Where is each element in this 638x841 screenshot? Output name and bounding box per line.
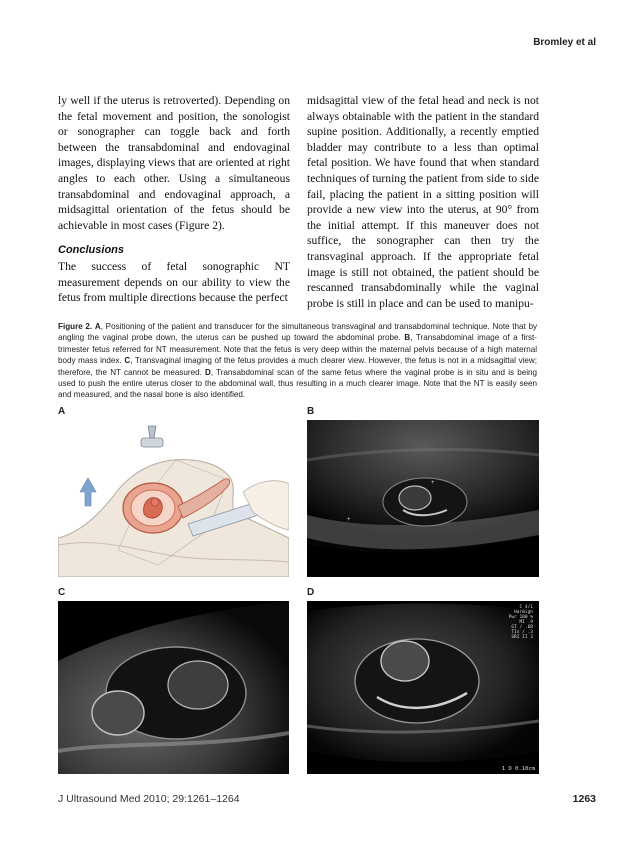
caption-b-text: , Transabdominal image of a first-trimester fetus referred for NT measurement. Note that the fetus is very deep within the maternal pelvis because of a high maternal body mass index. [58,333,537,366]
overlay-line-4: MI .9 [519,620,533,625]
overlay-line-7: SRI II 3 [511,635,533,640]
left-paragraph-2: The success of fetal sonographic NT measurement depends on our ability to view the fetus from multiple directions because the perfect [58,259,290,305]
footer-page-number: 1263 [572,793,596,805]
panel-a-illustration [58,420,289,577]
caption-figure-label: Figure 2. [58,322,93,331]
overlay-line-6: TIs / .3 [511,630,533,635]
right-column [307,93,539,311]
right-paragraph: midsagittal view of the fetal head and neck is not always obtainable with the patient in the standard supine position. Additionally, a recently emptied bladder may contribute to a less than optimal fetal position. We have found that when standard techniques of turning the patient from side to side fail, placing the patient in a sitting position will provide a new view into the uterus, at 90° from the initial attempt. If this maneuver does not suffice, the sonographer can then try the transvaginal approach. If the appropriate fetal image is still not obtained, the patient should be rescanned transabdominally while the vaginal probe is still in place and can be used to manipu- [307,94,539,310]
caliper-mark-1: + [431,480,435,486]
caption-d-text: , Transabdominal scan of the same fetus where the vaginal probe is in situ and is being used to push the entire uterus closer to the abdominal wall, thus resulting in a much clearer image. Note that the NT is easily seen and measured, and the nasal bone is also identified. [58,367,537,400]
caption-c-label: C [124,356,131,366]
left-column [58,93,290,306]
footer-journal-citation: J Ultrasound Med 2010; 29:1261–1264 [58,793,240,805]
panel-b-ultrasound [307,420,539,577]
caption-c-text: , Transvaginal imaging of the fetus provides a much clearer view. However, the fetus is not in a midsagittal view; therefore, the NT cannot be measured. [58,356,538,377]
panel-b-label: B [307,406,315,417]
caption-a-label: A [94,322,101,331]
left-paragraph-1: ly well if the uterus is retroverted). Depending on the fetal movement and position, the sonologist or sonographer can toggle back and forth between the transabdominal and endovaginal images, displaying views that are oriented at right angles to each other. Using a simultaneous transabdominal and endovaginal approach, a midsagittal orientation of the fetus should be achievable in most cases (Figure 2). [58,94,290,232]
panel-c-label: C [58,587,66,598]
panel-d-ultrasound [307,601,539,774]
caliper-mark-2: + [347,517,351,523]
overlay-line-5: GT / .6B [511,625,533,630]
caption-d-label: D [204,367,211,377]
overlay-line-3: Pwr 100 % [508,615,533,620]
panel-d-label: D [307,587,315,598]
panel-c-ultrasound [58,601,289,774]
section-heading-conclusions: Conclusions [58,244,125,257]
caption-b-label: B [404,333,411,343]
panel-a-label: A [58,406,66,417]
overlay-line-1: C 4/1 [519,605,533,610]
overlay-line-2: Harmigh [514,610,533,615]
panel-d-scale-label: 1 D 0.18cm [501,766,535,772]
caption-a-text: , Positioning of the patient and transducer for the simultaneous transvaginal and transabdominal technique. Note that by angling the vaginal probe down, the uterus can be pushed up toward the abdominal probe. [58,322,537,343]
running-header-author: Bromley et al [533,37,596,48]
figure-caption [58,321,537,401]
